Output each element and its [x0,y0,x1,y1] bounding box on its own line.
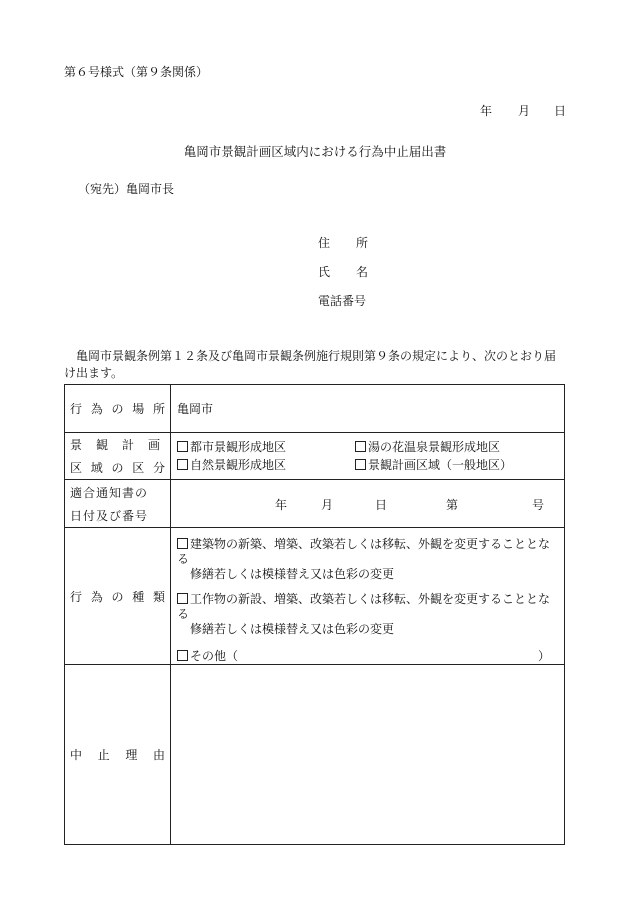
form-number: 第６号様式（第９条関係） [64,65,209,79]
date-month-label: 月 [518,104,531,118]
place-value[interactable]: 亀岡市 [171,385,565,433]
addressee: （宛先）亀岡市長 [78,182,175,196]
zone-option-toshi[interactable]: 都市景観形成地区 [177,440,286,454]
zone-option-shizen[interactable]: 自然景観形成地区 [177,458,286,472]
kind-option-structure[interactable]: 工作物の新設、増築、改築若しくは移転、外観を変更することとなる 修繕若しくは模様替え又は色彩の変更 [177,592,551,636]
zone-option-ippan[interactable]: 景観計画区域（一般地区） [355,456,512,474]
checkbox-icon [177,441,188,452]
checkbox-icon [355,459,366,470]
notice-label-cell: 適合通知書の 日付及び番号 [65,480,171,528]
date-year-label: 年 [480,104,493,118]
row-reason [65,665,565,845]
reason-label-cell: 中 止 理 由 [65,665,171,845]
row-notice [65,480,565,528]
phone-label: 電話番号 [318,294,367,308]
notification-table [64,384,565,845]
document-title: 亀岡市景観計画区域内における行為中止届出書 [183,144,447,159]
checkbox-icon [177,459,188,470]
reason-value[interactable] [171,665,565,845]
kind-label-cell: 行 為 の 種 類 [65,528,171,665]
place-label-cell: 行 為 の 場 所 [65,385,171,433]
statement-line-1: 亀岡市景観条例第１２条及び亀岡市景観条例施行規則第９条の規定により、次のとおり届 [76,349,557,363]
zone-label-cell: 景 観 計 画 区 域 の 区 分 [65,433,171,480]
zone-option-yunohana[interactable]: 湯の花温泉景観形成地区 [355,438,500,456]
checkbox-icon [177,593,188,604]
checkbox-icon [177,650,188,661]
checkbox-icon [355,441,366,452]
address-label: 住 所 [318,236,368,250]
date-line [480,104,567,118]
kind-option-other[interactable]: その他（ ） [177,649,558,664]
row-place [65,385,565,433]
row-kind [65,528,565,665]
statement-line-2: け出ます。 [64,366,124,380]
name-label: 氏 名 [318,265,368,279]
notice-value[interactable]: 年 月 日 第 号 [171,480,565,528]
kind-option-building[interactable]: 建築物の新築、増築、改築若しくは移転、外観を変更することとなる 修繕若しくは模様替え又は色彩の変更 [177,537,551,581]
row-zone [65,433,565,480]
kind-options-cell [171,528,565,665]
checkbox-icon [177,538,188,549]
zone-options-cell [171,433,565,480]
date-day-label: 日 [554,104,567,118]
